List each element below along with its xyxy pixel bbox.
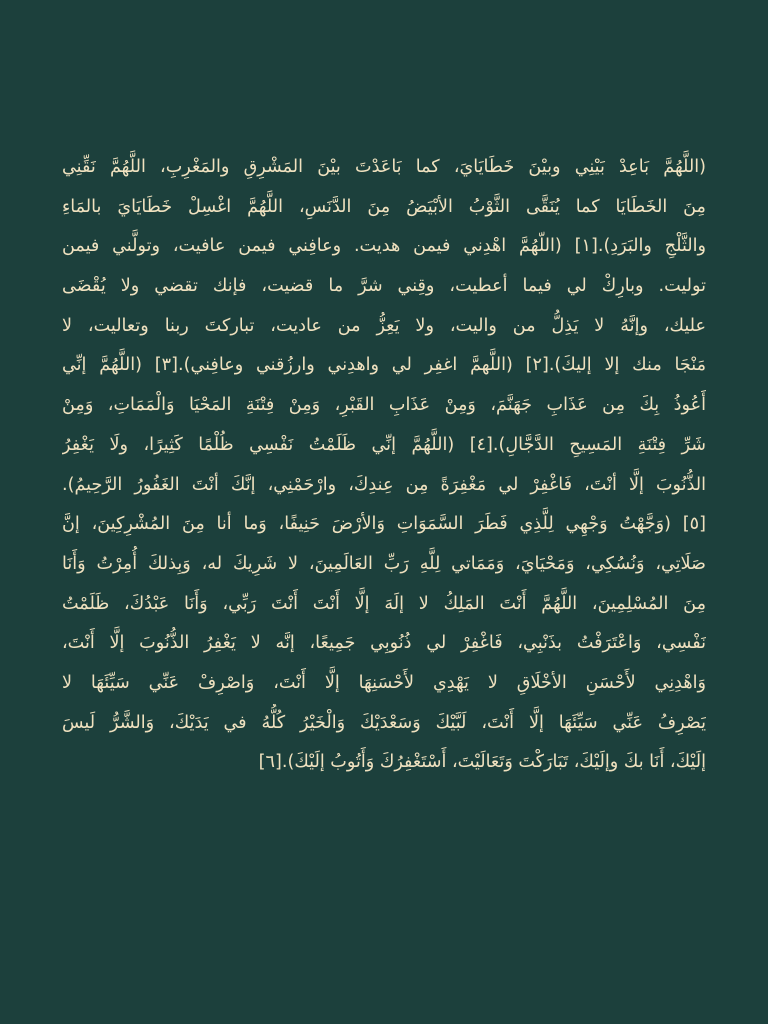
- text-line-8: شَرِّ فِتْنَةِ المَسِيحِ الدَّجَّالِ).[٤] (اللَّهُمَّ إنِّي ظَلَمْتُ نَفْسِي ظُلْمًا كَثِيرًا، ولَا يَغْفِرُ: [62, 434, 706, 455]
- text-line-11: صَلَاتِي، وَنُسُكِي، وَمَحْيَايَ، وَمَمَاتي لِلَّهِ رَبِّ العَالَمِينَ، لا شَرِيكَ له، وَبِذلكَ أُمِرْتُ وَأَنَا: [62, 553, 706, 574]
- text-line-10: [٥] (وَجَّهْتُ وَجْهِي لِلَّذِي فَطَرَ السَّمَوَاتِ وَالأرْضَ حَنِيفًا، وَما أنا مِنَ المُشْرِكِينَ، إنَّ: [62, 514, 706, 535]
- text-line-6: مَنْجَا منك إلا إليكَ).[٢] (اللَّهمَّ اغفِر لي واهدِني وارزُقني وعافِني).[٣] (اللَّهُمَّ إنِّي: [62, 355, 706, 376]
- supplication-text-block: [62, 148, 706, 783]
- text-line-5: عليك، وإنَّهُ لا يَذِلُّ من واليت، ولا يَعِزُّ من عاديت، تباركتَ ربنا وتعاليت، لا: [62, 315, 706, 336]
- text-line-13: نَفْسِي، وَاعْتَرَفْتُ بذَنْبِي، فَاغْفِرْ لي ذُنُوبِي جَمِيعًا، إنَّه لا يَغْفِرُ الذُّنُوبَ إلَّا أَنْتَ،: [62, 633, 706, 654]
- text-line-15: يَصْرِفُ عَنِّي سَيِّئَهَا إلَّا أَنْتَ، لَبَّيْكَ وَسَعْدَيْكَ وَالْخَيْرُ كُلُّهُ في يَدَيْكَ، وَالشَّرُّ لَيسَ: [62, 712, 706, 733]
- text-line-3: والثَّلْجِ والبَرَدِ).[١] (اللّهُمَّ اهْدِني فيمن هديت. وعافِني فيمن عافيت، وتولَّني فيمن: [62, 236, 706, 257]
- text-line-7: أَعُوذُ بِكَ مِن عَذَابِ جَهَنَّمَ، وَمِنْ عَذَابِ القَبْرِ، وَمِنْ فِتْنَةِ المَحْيَا وَالْمَمَاتِ، وَمِنْ: [62, 395, 706, 416]
- text-line-2: مِنَ الخَطَايَا كما يُنَقَّى الثَّوْبُ الأبْيَضُ مِنَ الدَّنَسِ، اللَّهُمَّ اغْسِلْ خَطَايَايَ بالمَاءِ: [62, 196, 706, 217]
- text-line-12: مِنَ المُسْلِمِينَ، اللَّهُمَّ أَنْتَ المَلِكُ لا إلَهَ إلَّا أَنْتَ أَنْتَ رَبِّي، وَأَنَا عَبْدُكَ، ظَلَمْتُ: [62, 593, 706, 614]
- text-line-4: توليت. وبارِكْ لي فيما أعطيت، وقِني شرَّ ما قضيت، فإنك تقضي ولا يُقْضَى: [62, 276, 706, 297]
- text-line-16: إلَيْكَ، أَنَا بكَ وإلَيْكَ، تَبَارَكْتَ وَتَعَالَيْتَ، أَسْتَغْفِرُكَ وَأَتُوبُ إلَيْكَ).[٦]: [258, 752, 706, 773]
- text-line-14: وَاهْدِنِي لأَحْسَنِ الأخْلَاقِ لا يَهْدِي لأَحْسَنِهَا إلَّا أَنْتَ، وَاصْرِفْ عَنِّي سَيِّئَهَا لا: [62, 672, 706, 693]
- text-line-9: الذُّنُوبَ إلَّا أنْتَ، فَاغْفِرْ لي مَغْفِرَةً مِن عِندِكَ، وارْحَمْنِي، إنَّكَ أنْتَ الغَفُورُ الرَّحِيمُ).: [62, 474, 706, 495]
- text-line-1: (اللَّهُمَّ بَاعِدْ بَيْنِي وبيْنَ خَطَايَايَ، كما بَاعَدْتَ بيْنَ المَشْرِقِ والمَغْرِبِ، اللَّهُمَّ نَقِّنِي: [62, 157, 706, 177]
